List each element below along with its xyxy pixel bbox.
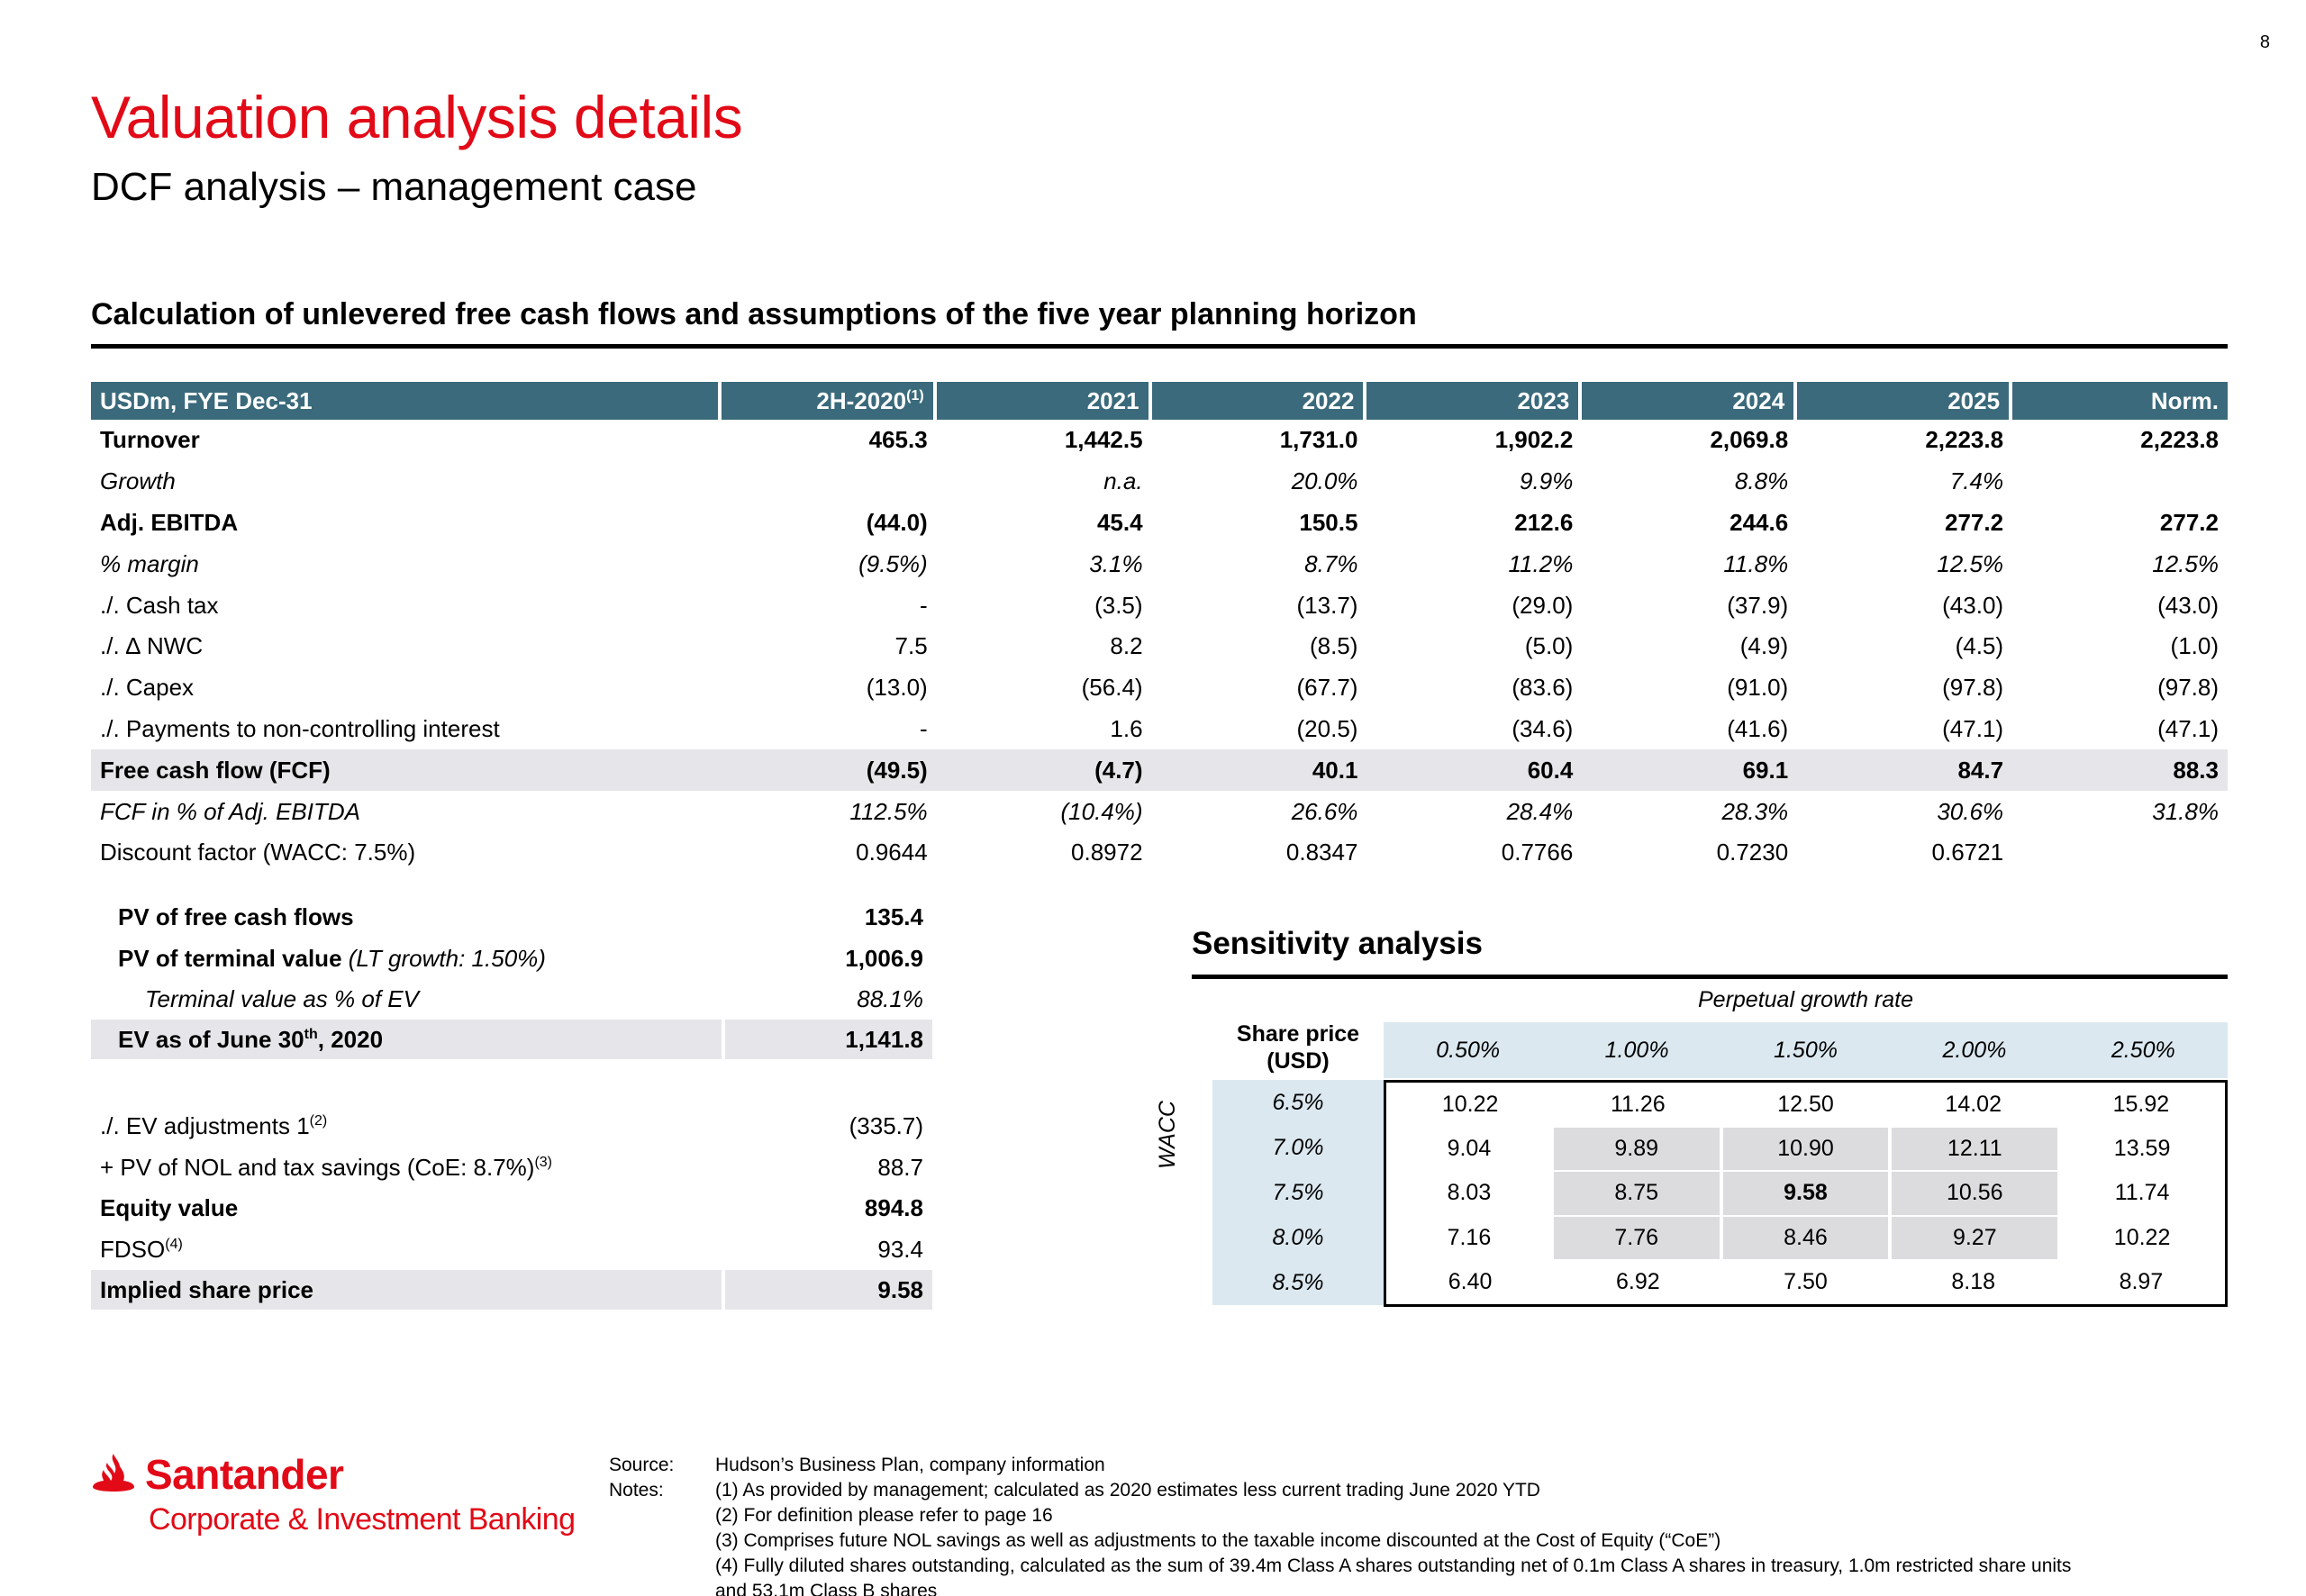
row-label: Free cash flow (FCF) (91, 749, 722, 791)
table-cell: 28.4% (1506, 797, 1574, 825)
summary-label-sup: (2) (309, 1112, 328, 1129)
sensitivity-cell: 9.58 (1723, 1172, 1889, 1214)
table-cell: (1.0) (2170, 632, 2219, 660)
table-cell: (10.4%) (1060, 797, 1143, 825)
table-cell: 84.7 (1797, 749, 2012, 791)
table-cell: (4.9) (1739, 632, 1789, 660)
table-cell: 212.6 (1514, 508, 1574, 536)
summary-label-sup: (3) (534, 1154, 552, 1170)
header-footnote: (1) (906, 387, 924, 404)
wacc-rate: 7.5% (1272, 1179, 1324, 1205)
logo-subtitle: Corporate & Investment Banking (149, 1502, 576, 1537)
summary-label (100, 1154, 552, 1182)
notes-key: Notes: (609, 1480, 664, 1501)
sensitivity-row (1386, 1127, 2225, 1171)
table-cell: 0.9644 (856, 839, 928, 866)
row-label: ./. Cash tax (100, 591, 219, 619)
header-col (722, 382, 937, 420)
table-cell: 7.4% (1949, 467, 2004, 495)
wacc-rate: 8.0% (1272, 1224, 1324, 1250)
summary-row (91, 939, 932, 978)
sensitivity-cell: 7.50 (1784, 1268, 1828, 1294)
table-row (91, 667, 2228, 709)
table-cell: (49.5) (722, 749, 937, 791)
table-cell: 8.8% (1734, 467, 1789, 495)
summary-value: 9.58 (877, 1275, 923, 1303)
table-cell: 277.2 (1944, 508, 2004, 536)
table-cell: (67.7) (1296, 674, 1358, 702)
sensitivity-cell: 9.89 (1554, 1128, 1720, 1170)
footnote: (2) For definition please refer to page 16 (715, 1505, 1053, 1526)
summary-row (91, 1270, 932, 1310)
flame-icon (91, 1452, 136, 1492)
header-col: 2024 (1582, 382, 1797, 420)
row-label: Discount factor (WACC: 7.5%) (100, 839, 416, 866)
table-row (91, 791, 2228, 832)
summary-label (118, 945, 546, 973)
footnote: (4) Fully diluted shares outstanding, calculated as the sum of 39.4m Class A shares outstanding net of 0.1m Class A shares in treasury, 1.0m restricted share units (715, 1555, 2072, 1576)
table-cell: (3.5) (1094, 591, 1143, 619)
table-cell: (43.0) (1942, 591, 2004, 619)
sensitivity-row (1386, 1171, 2225, 1215)
table-cell: 20.0% (1291, 467, 1358, 495)
table-cell: (44.0) (866, 508, 928, 536)
table-cell: (29.0) (1512, 591, 1574, 619)
table-cell: 0.7766 (1501, 839, 1574, 866)
summary-label-main: + PV of NOL and tax savings (CoE: 8.7%) (100, 1153, 535, 1181)
table-cell: (91.0) (1727, 674, 1789, 702)
summary-label: Implied share price (100, 1275, 313, 1303)
sensitivity-cell: 11.74 (2114, 1180, 2170, 1206)
summary-label (100, 1112, 327, 1140)
summary-label-note: (LT growth: 1.50%) (348, 944, 546, 972)
summary-label-sup: (4) (165, 1236, 183, 1252)
table-cell: 88.3 (2012, 749, 2228, 791)
growth-rate: 1.50% (1774, 1037, 1838, 1063)
summary-row (91, 1147, 932, 1187)
sensitivity-divider (1192, 975, 2228, 979)
table-cell: n.a. (1103, 467, 1143, 495)
growth-rate: 2.50% (2111, 1037, 2175, 1063)
sensitivity-row (1386, 1083, 2225, 1127)
footnote: (3) Comprises future NOL savings as well as adjustments to the taxable income discounted at the Cost of Equity (“CoE”) (715, 1530, 1721, 1551)
summary-label: Terminal value as % of EV (145, 984, 419, 1012)
sensitivity-cell: 8.75 (1554, 1172, 1720, 1214)
header-col: 2025 (1797, 382, 2012, 420)
table-cell: 0.8347 (1285, 839, 1358, 866)
summary-value: 88.1% (857, 984, 923, 1012)
table-cell: (97.8) (1942, 674, 2004, 702)
row-label: ./. ∆ NWC (100, 632, 204, 660)
table-cell: (13.7) (1296, 591, 1358, 619)
table-row (91, 626, 2228, 667)
summary-label: Equity value (100, 1193, 239, 1221)
table-cell: 150.5 (1299, 508, 1358, 536)
table-cell: 2,223.8 (1925, 426, 2004, 454)
table-cell: 11.2% (1508, 549, 1574, 577)
sensitivity-cell: 15.92 (2112, 1092, 2170, 1118)
table-cell: 11.8% (1723, 549, 1789, 577)
summary-value: 88.7 (877, 1153, 923, 1181)
summary-label-main: PV of terminal value (118, 944, 342, 972)
table-cell: 9.9% (1520, 467, 1574, 495)
source-text: Hudson’s Business Plan, company information (715, 1455, 1105, 1475)
sensitivity-cell: 12.50 (1777, 1092, 1834, 1118)
sensitivity-cell: 6.92 (1615, 1268, 1660, 1294)
header-col: 2023 (1366, 382, 1582, 420)
sensitivity-cell: 8.46 (1723, 1217, 1889, 1259)
growth-header (1384, 1022, 2228, 1078)
page-number: 8 (2259, 32, 2270, 52)
sensitivity-cell: 14.02 (1945, 1092, 2002, 1118)
summary-value: 135.4 (864, 902, 923, 930)
table-row (91, 749, 2228, 791)
sensitivity-cell: 7.16 (1447, 1224, 1492, 1250)
growth-rate: 2.00% (1942, 1037, 2007, 1063)
table-cell: (83.6) (1512, 674, 1574, 702)
table-cell: 31.8% (2152, 797, 2219, 825)
table-cell: (34.6) (1512, 714, 1574, 742)
summary-label-sup: th (304, 1026, 318, 1042)
sensitivity-cell: 12.11 (1892, 1128, 2057, 1170)
summary-label (100, 1236, 183, 1264)
table-cell: 2,069.8 (1710, 426, 1789, 454)
wacc-rate: 7.0% (1272, 1134, 1324, 1160)
table-cell: 69.1 (1582, 749, 1797, 791)
table-cell: 0.8972 (1071, 839, 1143, 866)
table-cell: (47.1) (2157, 714, 2219, 742)
table-row (91, 832, 2228, 874)
summary-row (91, 979, 932, 1019)
table-cell: 26.6% (1291, 797, 1358, 825)
row-label: FCF in % of Adj. EBITDA (100, 797, 360, 825)
summary-row (91, 1229, 932, 1269)
table-cell: 244.6 (1730, 508, 1789, 536)
sensitivity-cell: 10.90 (1723, 1128, 1889, 1170)
table-cell: 1.6 (1110, 714, 1143, 742)
row-label: % margin (100, 549, 199, 577)
table-cell: - (920, 714, 928, 742)
header-col: Norm. (2012, 382, 2228, 420)
sensitivity-cell: 9.04 (1447, 1136, 1492, 1162)
table-row (91, 461, 2228, 503)
sensitivity-title: Sensitivity analysis (1192, 926, 1483, 961)
summary-row (91, 1020, 932, 1059)
sensitivity-cell: 10.22 (2113, 1224, 2171, 1250)
table-cell: (4.5) (1955, 632, 2004, 660)
table-cell: 2,223.8 (2140, 426, 2219, 454)
sensitivity-row (1386, 1216, 2225, 1260)
summary-value: 93.4 (877, 1235, 923, 1263)
table-cell: (5.0) (1524, 632, 1574, 660)
growth-rate: 1.00% (1604, 1037, 1669, 1063)
table-cell: 30.6% (1937, 797, 2004, 825)
summary-label: PV of free cash flows (118, 902, 354, 930)
table-cell (2012, 832, 2228, 874)
corner-label-line: (USD) (1266, 1048, 1330, 1074)
table-cell: (4.7) (937, 749, 1152, 791)
table-cell: 0.7230 (1716, 839, 1789, 866)
sensitivity-cell: 10.22 (1441, 1092, 1499, 1118)
table-cell: (9.5%) (858, 549, 928, 577)
row-label: Turnover (100, 426, 200, 454)
table-cell: (56.4) (1081, 674, 1143, 702)
summary-row (91, 897, 932, 937)
table-cell: (47.1) (1942, 714, 2004, 742)
sensitivity-row (1386, 1260, 2225, 1304)
table-row (91, 503, 2228, 544)
sensitivity-cell: 13.59 (2113, 1136, 2171, 1162)
summary-value: (335.7) (849, 1111, 923, 1139)
page-title: Valuation analysis details (91, 84, 743, 150)
summary-value: 1,006.9 (845, 944, 923, 972)
summary-value: 894.8 (864, 1193, 923, 1221)
corner-label-line: Share price (1236, 1021, 1360, 1047)
sensitivity-cell: 8.18 (1951, 1268, 1996, 1294)
row-label: Adj. EBITDA (100, 508, 239, 536)
table-cell: 12.5% (2152, 549, 2219, 577)
table-row (91, 585, 2228, 626)
sensitivity-cell: 10.56 (1892, 1172, 2057, 1214)
table-cell: 277.2 (2159, 508, 2219, 536)
logo-wordmark: Santander (145, 1451, 344, 1498)
section-title: Calculation of unlevered free cash flows and assumptions of the five year planning horizon (91, 297, 1417, 331)
table-cell: - (920, 591, 928, 619)
wacc-rate: 6.5% (1272, 1089, 1324, 1115)
row-label: ./. Capex (100, 674, 195, 702)
wacc-axis-label: WACC (1155, 1101, 1180, 1169)
table-cell: (20.5) (1296, 714, 1358, 742)
sensitivity-cell: 6.40 (1448, 1268, 1493, 1294)
summary-row (91, 1106, 932, 1146)
table-row (91, 543, 2228, 585)
summary-label-tail: , 2020 (317, 1025, 384, 1053)
table-cell: 45.4 (1096, 508, 1143, 536)
header-col: 2022 (1152, 382, 1367, 420)
sensitivity-cell: 9.27 (1892, 1217, 2057, 1259)
table-cell: 112.5% (849, 797, 928, 825)
table-cell: 60.4 (1366, 749, 1582, 791)
summary-row (91, 1188, 932, 1228)
table-cell: 8.2 (1110, 632, 1143, 660)
summary-value: 1,141.8 (845, 1025, 923, 1053)
table-cell: 40.1 (1152, 749, 1367, 791)
summary-label-main: ./. EV adjustments 1 (100, 1111, 310, 1139)
fcf-table (91, 382, 2228, 874)
table-cell: 0.6721 (1931, 839, 2004, 866)
table-row (91, 709, 2228, 750)
summary-label (118, 1026, 383, 1054)
table-cell: (43.0) (2157, 591, 2219, 619)
table-cell: 1,731.0 (1279, 426, 1358, 454)
header-label: USDm, FYE Dec-31 (91, 382, 722, 420)
summary-label-main: FDSO (100, 1235, 166, 1263)
table-cell (722, 461, 937, 503)
sensitivity-cell: 11.26 (1610, 1092, 1666, 1118)
sensitivity-grid (1384, 1080, 2228, 1307)
table-cell: (37.9) (1727, 591, 1789, 619)
row-label: Growth (100, 467, 176, 495)
growth-axis-label: Perpetual growth rate (1697, 987, 1914, 1012)
sensitivity-cell: 7.76 (1554, 1217, 1720, 1259)
table-cell: 1,902.2 (1494, 426, 1574, 454)
table-cell: (13.0) (866, 674, 928, 702)
table-cell: 12.5% (1937, 549, 2004, 577)
header-col: 2021 (937, 382, 1152, 420)
row-label: ./. Payments to non-controlling interest (100, 714, 500, 742)
source-key: Source: (609, 1455, 675, 1475)
header-col-text: 2H-2020 (816, 386, 907, 414)
page-subtitle: DCF analysis – management case (91, 165, 697, 209)
table-cell: (97.8) (2157, 674, 2219, 702)
wacc-header (1212, 1080, 1384, 1305)
summary-label-main: EV as of June 30 (118, 1025, 304, 1053)
table-cell: (8.5) (1309, 632, 1358, 660)
table-cell: 3.1% (1089, 549, 1143, 577)
table-header-row (91, 382, 2228, 420)
footnote: and 53.1m Class B shares (715, 1581, 938, 1596)
wacc-rate: 8.5% (1272, 1269, 1324, 1295)
sensitivity-cell: 8.03 (1447, 1180, 1492, 1206)
table-cell: 7.5 (894, 632, 928, 660)
table-row (91, 420, 2228, 461)
table-cell: (41.6) (1727, 714, 1789, 742)
table-cell: 1,442.5 (1064, 426, 1143, 454)
footnote: (1) As provided by management; calculated as 2020 estimates less current trading June 2020 YTD (715, 1480, 1540, 1501)
growth-rate: 0.50% (1436, 1037, 1501, 1063)
table-cell: 8.7% (1304, 549, 1358, 577)
table-cell: 28.3% (1721, 797, 1789, 825)
sensitivity-cell: 8.97 (2119, 1268, 2164, 1294)
sensitivity-corner-label (1212, 1020, 1384, 1080)
table-cell: 465.3 (868, 426, 928, 454)
table-cell (2012, 461, 2228, 503)
section-divider (91, 344, 2228, 349)
